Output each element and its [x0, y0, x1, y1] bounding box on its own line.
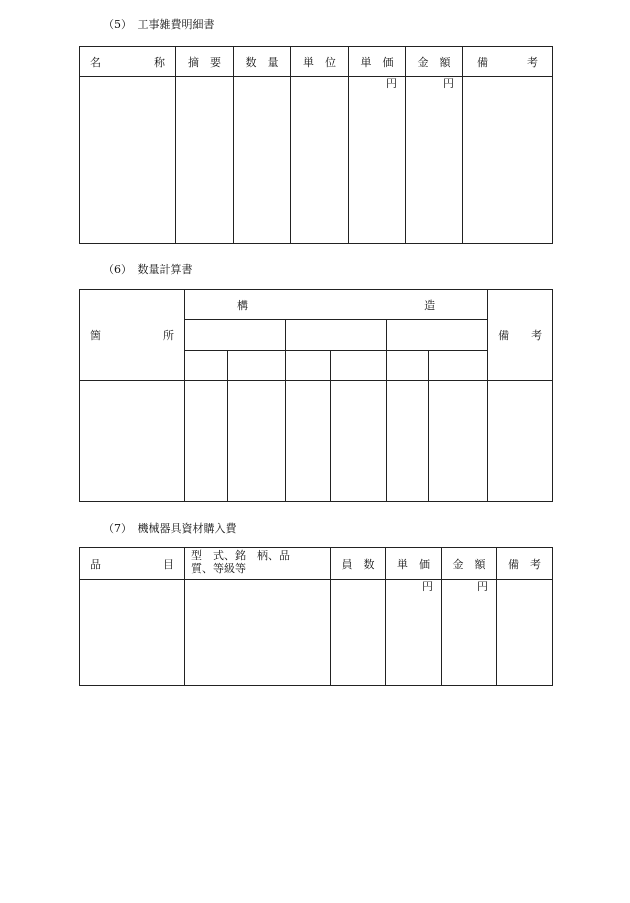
header-remarks: 備 考 [463, 47, 553, 77]
cell-empty [80, 580, 185, 686]
structure-sub-cell [286, 351, 331, 381]
header-location: 箇 所 [80, 290, 185, 381]
cell-empty [331, 580, 386, 686]
cell-empty [80, 381, 185, 502]
header-unit: 単 位 [291, 47, 349, 77]
structure-group-cell [185, 320, 286, 351]
cell-empty [488, 381, 553, 502]
header-name: 名 称 [80, 47, 176, 77]
header-quantity: 数 量 [234, 47, 291, 77]
section5-table [79, 46, 553, 244]
header-summary: 摘 要 [176, 47, 234, 77]
header-amount: 金 額 [406, 47, 463, 77]
unit-price-yen: 円 [386, 580, 442, 686]
structure-sub-cell [185, 351, 228, 381]
cell-empty [286, 381, 331, 502]
cell-empty [463, 77, 553, 244]
header-amount: 金 額 [442, 548, 497, 580]
header-count: 員 数 [331, 548, 386, 580]
header-unit-price: 単 価 [349, 47, 406, 77]
structure-sub-cell [429, 351, 488, 381]
cell-empty [234, 77, 291, 244]
cell-empty [291, 77, 349, 244]
structure-sub-cell [387, 351, 429, 381]
header-model: 型 式、銘 柄、品 質、等級等 [185, 548, 331, 580]
cell-empty [429, 381, 488, 502]
header-item: 品 目 [80, 548, 185, 580]
structure-sub-cell [331, 351, 387, 381]
cell-empty [80, 77, 176, 244]
cell-empty [185, 580, 331, 686]
cell-empty [497, 580, 553, 686]
header-structure: 構 造 [185, 290, 488, 320]
cell-empty [185, 381, 228, 502]
header-remarks: 備 考 [488, 290, 553, 381]
header-unit-price: 単 価 [386, 548, 442, 580]
structure-group-cell [286, 320, 387, 351]
cell-empty [387, 381, 429, 502]
cell-empty [228, 381, 286, 502]
section6-heading: （6） 数量計算書 [103, 263, 193, 276]
section5-heading: （5） 工事雑費明細書 [103, 18, 215, 31]
cell-empty [331, 381, 387, 502]
section6-table [79, 289, 553, 502]
section7-table [79, 547, 553, 686]
amount-yen: 円 [442, 580, 497, 686]
unit-price-yen: 円 [349, 77, 406, 244]
amount-yen: 円 [406, 77, 463, 244]
structure-group-cell [387, 320, 488, 351]
header-remarks: 備 考 [497, 548, 553, 580]
section7-heading: （7） 機械器具資材購入費 [103, 522, 237, 535]
cell-empty [176, 77, 234, 244]
structure-sub-cell [228, 351, 286, 381]
